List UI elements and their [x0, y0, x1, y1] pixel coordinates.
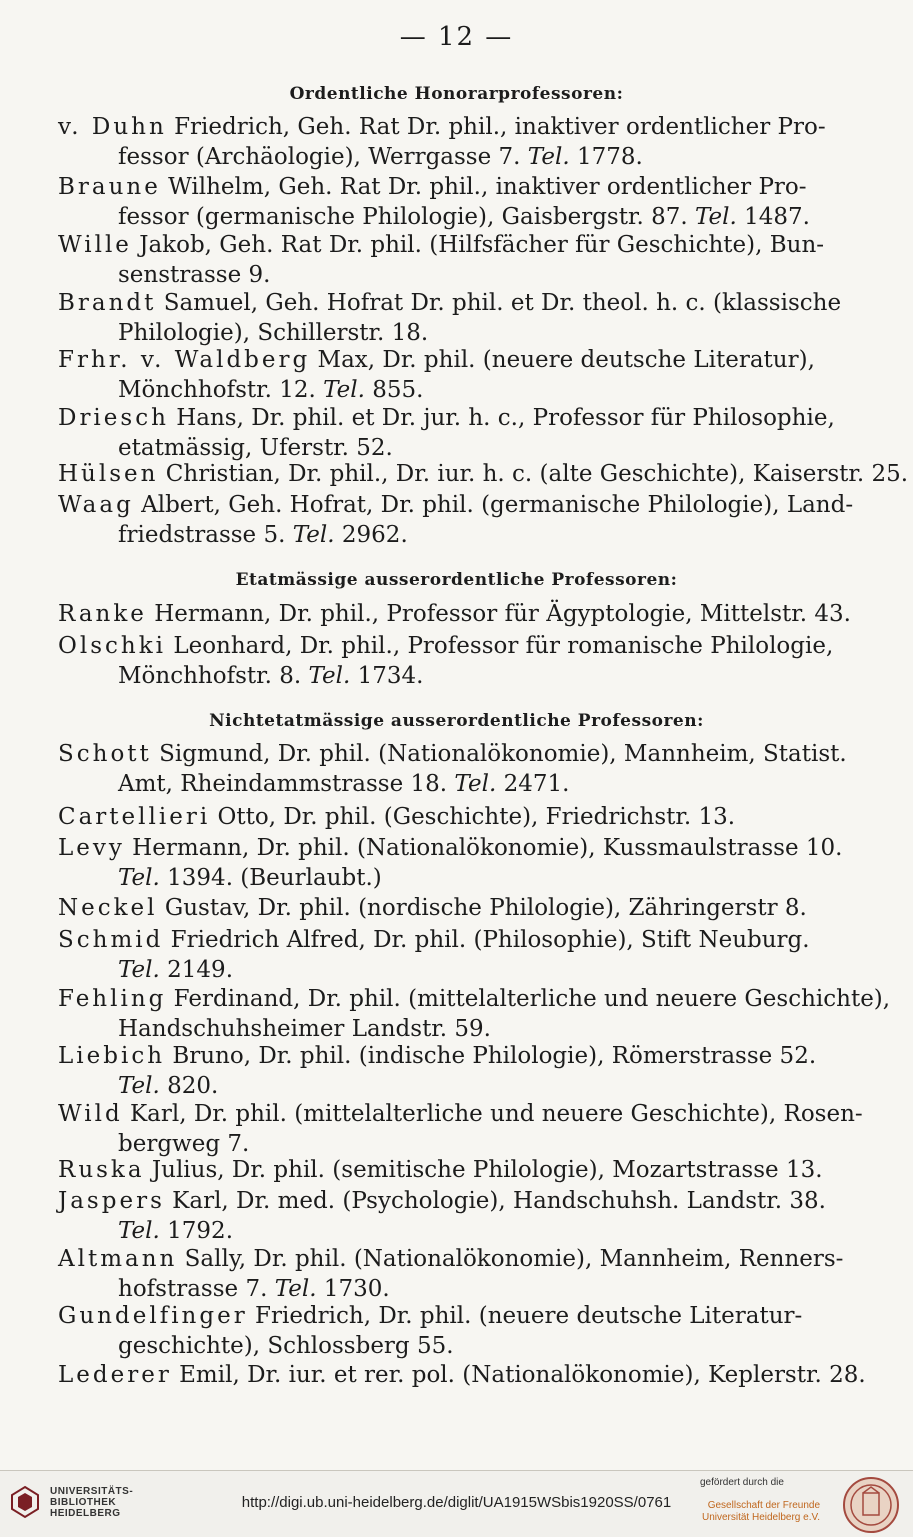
entry-text: Gustav, Dr. phil. (nordische Philologie), Zähringerstr 8.: [157, 895, 807, 921]
tel-number: 1734.: [350, 663, 424, 689]
tel-label: Tel.: [292, 522, 335, 548]
entry-text: Otto, Dr. phil. (Geschichte), Friedrichstr. 13.: [210, 804, 736, 830]
entry-text: senstrasse 9.: [118, 262, 271, 288]
entry-text: Albert, Geh. Hofrat, Dr. phil. (germanische Philologie), Land-: [133, 492, 854, 518]
entry-name: Hülsen: [58, 461, 159, 487]
entry-text: Christian, Dr. phil., Dr. iur. h. c. (alte Geschichte), Kaiserstr. 25.: [158, 461, 909, 487]
entry-neckel: [58, 893, 818, 923]
entry-name: Neckel: [58, 895, 158, 921]
entry-text: Philologie), Schillerstr. 18.: [118, 320, 429, 346]
tel-label: Tel.: [118, 865, 160, 891]
section-heading-honorary: Ordentliche Honorarprofessoren:: [289, 84, 624, 104]
entry-text: friedstrasse 5.: [118, 522, 293, 548]
entry-fehling: [58, 984, 891, 1044]
entry-name: Braune: [58, 174, 161, 200]
tel-number: 1778.: [569, 144, 643, 170]
entry-name: Olschki: [58, 633, 167, 659]
tel-number: 2149.: [159, 957, 233, 983]
entry-text: Hermann, Dr. phil., Professor für Ägyptologie, Mittelstr. 43.: [146, 601, 851, 627]
entry-text: Karl, Dr. phil. (mittelalterliche und neuere Geschichte), Rosen-: [122, 1101, 863, 1127]
entry-text: Sigmund, Dr. phil. (Nationalökonomie), Mannheim, Statist.: [151, 741, 847, 767]
entry-text: Hermann, Dr. phil. (Nationalökonomie), Kussmaulstrasse 10.: [124, 835, 843, 861]
entry-text: Handschuhsheimer Landstr. 59.: [118, 1016, 491, 1042]
entry-text: Max, Dr. phil. (neuere deutsche Literatur),: [310, 347, 815, 373]
entry-driesch: [58, 403, 835, 463]
tel-label: Tel.: [527, 144, 570, 170]
tel-label: Tel.: [323, 377, 365, 403]
entry-name: Fehling: [58, 986, 167, 1012]
entry-cartellieri: [58, 802, 818, 832]
entry-levy: [58, 833, 843, 893]
tel-number: 1394. (Beurlaubt.): [159, 865, 382, 891]
entry-name: Lederer: [58, 1362, 172, 1388]
entry-text: Mönchhofstr. 8.: [118, 663, 309, 689]
entry-text: Karl, Dr. med. (Psychologie), Handschuhsh. Landstr. 38.: [164, 1188, 826, 1214]
library-name-line: HEIDELBERG: [50, 1508, 121, 1519]
entry-text: hofstrasse 7.: [118, 1276, 275, 1302]
entry-gundelfinger: [58, 1301, 818, 1361]
entry-text: Mönchhofstr. 12.: [118, 377, 324, 403]
tel-number: 820.: [159, 1073, 219, 1099]
entry-text: Hans, Dr. phil. et Dr. jur. h. c., Professor für Philosophie,: [168, 405, 835, 431]
tel-label: Tel.: [118, 1218, 160, 1244]
tel-label: Tel.: [274, 1276, 317, 1302]
entry-olschki: [58, 631, 834, 691]
entry-name: Cartellieri: [58, 804, 211, 830]
entry-waag: [58, 490, 854, 550]
entry-ranke: [58, 599, 851, 629]
entry-text: Jakob, Geh. Rat Dr. phil. (Hilfsfächer für Geschichte), Bun-: [131, 232, 825, 258]
tel-number: 1487.: [736, 204, 810, 230]
university-seal-icon: [838, 1475, 904, 1535]
tel-number: 2471.: [496, 771, 570, 797]
tel-label: Tel.: [118, 957, 160, 983]
entry-schmid: [58, 925, 818, 985]
society-name-line: Gesellschaft der Freunde: [707, 1500, 820, 1511]
section-heading-nichtetatmaessige: Nichtetatmässige ausserordentliche Professoren:: [209, 711, 704, 731]
entry-text: Leonhard, Dr. phil., Professor für romanische Philologie,: [166, 633, 834, 659]
entry-text: Julius, Dr. phil. (semitische Philologie), Mozartstrasse 13.: [144, 1157, 823, 1183]
tel-number: 1730.: [316, 1276, 390, 1302]
entry-text: bergweg 7.: [118, 1131, 250, 1157]
entry-text: Ferdinand, Dr. phil. (mittelalterliche und neuere Geschichte),: [166, 986, 891, 1012]
entry-name: Driesch: [58, 405, 169, 431]
entry-text: etatmässig, Uferstr. 52.: [118, 435, 393, 461]
tel-label: Tel.: [118, 1073, 160, 1099]
entry-altmann: [58, 1244, 844, 1304]
society-name: [690, 1500, 820, 1524]
entry-text: fessor (germanische Philologie), Gaisbergstr. 87.: [118, 204, 695, 230]
entry-liebich: [58, 1041, 818, 1101]
tel-label: Tel.: [694, 204, 737, 230]
entry-name: Frhr. v. Waldberg: [58, 347, 311, 373]
society-name-line: Universität Heidelberg e.V.: [701, 1512, 820, 1523]
entry-text: Bruno, Dr. phil. (indische Philologie), Römerstrasse 52.: [165, 1043, 817, 1069]
entry-name: v. Duhn: [58, 114, 167, 140]
entry-text: Friedrich Alfred, Dr. phil. (Philosophie), Stift Neuburg.: [163, 927, 810, 953]
funded-by-text: gefördert durch die: [700, 1477, 784, 1488]
entry-brandt: [58, 288, 842, 348]
entry-schott: [58, 739, 847, 799]
permalink-url[interactable]: http://digi.ub.uni-heidelberg.de/diglit/UA1915WSbis1920SS/0761: [241, 1494, 672, 1511]
tel-number: 2962.: [334, 522, 408, 548]
tel-number: 855.: [364, 377, 424, 403]
tel-label: Tel.: [454, 771, 497, 797]
entry-text: Amt, Rheindammstrasse 18.: [118, 771, 455, 797]
entry-text: Emil, Dr. iur. et rer. pol. (Nationalökonomie), Keplerstr. 28.: [171, 1362, 866, 1388]
library-name-line: BIBLIOTHEK: [50, 1497, 117, 1508]
entry-text: Friedrich, Dr. phil. (neuere deutsche Literatur-: [247, 1303, 803, 1329]
section-heading-etatmaessige: Etatmässige ausserordentliche Professoren:: [235, 570, 678, 590]
entry-text: Friedrich, Geh. Rat Dr. phil., inaktiver ordentlicher Pro-: [166, 114, 826, 140]
entry-braune: [58, 172, 818, 232]
entry-name: Ranke: [58, 601, 147, 627]
entry-text: Wilhelm, Geh. Rat Dr. phil., inaktiver ordentlicher Pro-: [160, 174, 807, 200]
entry-name: Gundelfinger: [58, 1303, 248, 1329]
entry-huelsen: [58, 459, 909, 489]
entry-name: Schott: [58, 741, 152, 767]
entry-text: geschichte), Schlossberg 55.: [118, 1333, 454, 1359]
entry-waldberg: [58, 345, 818, 405]
entry-jaspers: [58, 1186, 826, 1246]
entry-name: Brandt: [58, 290, 157, 316]
entry-text: Samuel, Geh. Hofrat Dr. phil. et Dr. theol. h. c. (klassische: [156, 290, 842, 316]
entry-wille: [58, 230, 825, 290]
entry-name: Wille: [58, 232, 132, 258]
entry-text: Sally, Dr. phil. (Nationalökonomie), Mannheim, Renners-: [177, 1246, 844, 1272]
entry-text: fessor (Archäologie), Werrgasse 7.: [118, 144, 528, 170]
entry-wild: [58, 1099, 863, 1159]
entry-name: Ruska: [58, 1157, 145, 1183]
entry-lederer: [58, 1360, 866, 1390]
entry-name: Jaspers: [58, 1188, 165, 1214]
entry-name: Schmid: [58, 927, 164, 953]
entry-ruska: [58, 1155, 823, 1185]
entry-name: Waag: [58, 492, 134, 518]
tel-label: Tel.: [308, 663, 351, 689]
entry-duhn: [58, 112, 826, 172]
entry-name: Altmann: [58, 1246, 178, 1272]
footer-bar: [0, 1470, 913, 1537]
entry-name: Wild: [58, 1101, 123, 1127]
entry-name: Levy: [58, 835, 125, 861]
page-number: — 12 —: [399, 22, 514, 52]
library-name-line: UNIVERSITÄTS-: [50, 1486, 134, 1497]
entry-name: Liebich: [58, 1043, 166, 1069]
tel-number: 1792.: [159, 1218, 233, 1244]
